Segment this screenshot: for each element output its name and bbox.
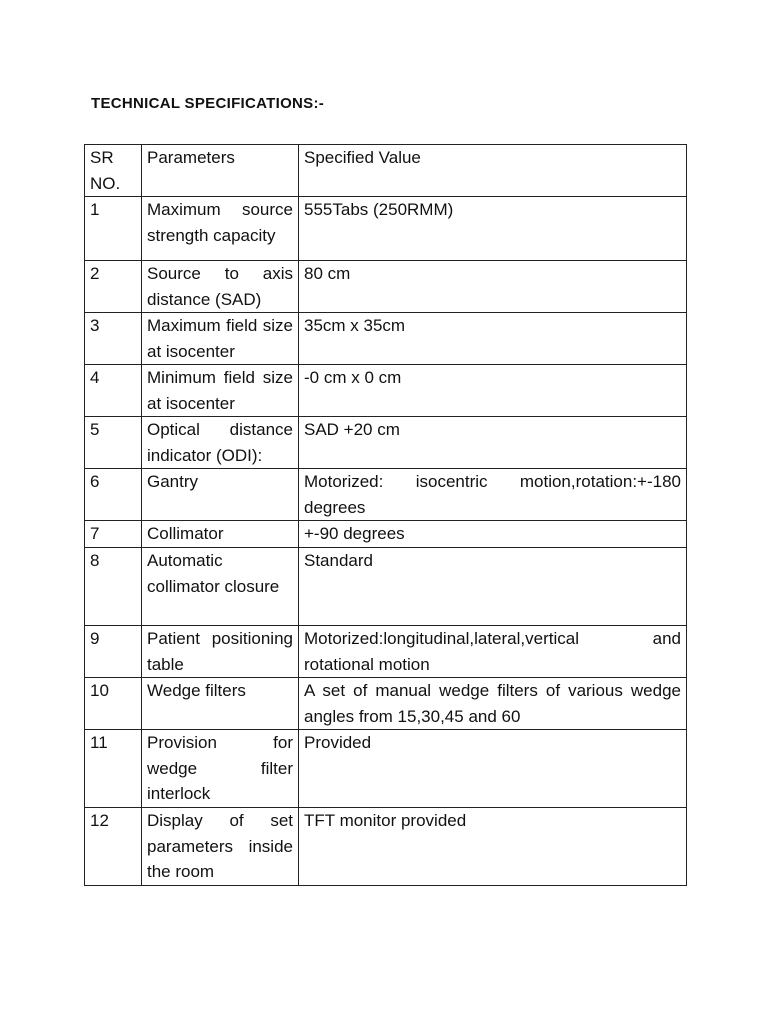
- row-sr: 1: [85, 197, 142, 261]
- row-value: +-90 degrees: [299, 521, 687, 548]
- table-row: [85, 808, 687, 886]
- row-parameter: Optical distance indicator (ODI):: [142, 417, 299, 469]
- table-header-row: [85, 145, 687, 197]
- row-sr: 8: [85, 548, 142, 626]
- table-row: [85, 626, 687, 678]
- table-row: [85, 521, 687, 548]
- row-parameter: Patient positioning table: [142, 626, 299, 678]
- header-specified-value: Specified Value: [299, 145, 687, 197]
- table-row: [85, 417, 687, 469]
- row-sr: 7: [85, 521, 142, 548]
- row-parameter: Provision for wedge filter interlock: [142, 730, 299, 808]
- row-parameter: Gantry: [142, 469, 299, 521]
- row-parameter: Automatic collimator closure: [142, 548, 299, 626]
- row-sr: 10: [85, 678, 142, 730]
- row-parameter: Minimum field size at isocenter: [142, 365, 299, 417]
- table-row: [85, 313, 687, 365]
- row-value: Motorized: isocentric motion,rotation:+-180 degrees: [299, 469, 687, 521]
- row-sr: 3: [85, 313, 142, 365]
- row-sr: 6: [85, 469, 142, 521]
- row-value: Provided: [299, 730, 687, 808]
- row-sr: 11: [85, 730, 142, 808]
- row-sr: 12: [85, 808, 142, 886]
- row-value: Motorized:longitudinal,lateral,vertical and rotational motion: [299, 626, 687, 678]
- table-row: [85, 548, 687, 626]
- table-row: [85, 730, 687, 808]
- header-sr-no: SR NO.: [85, 145, 142, 197]
- header-parameters: Parameters: [142, 145, 299, 197]
- row-value: A set of manual wedge filters of various wedge angles from 15,30,45 and 60: [299, 678, 687, 730]
- row-parameter: Display of set parameters inside the room: [142, 808, 299, 886]
- row-value: -0 cm x 0 cm: [299, 365, 687, 417]
- row-sr: 9: [85, 626, 142, 678]
- row-sr: 2: [85, 261, 142, 313]
- table-row: [85, 469, 687, 521]
- table-row: [85, 261, 687, 313]
- row-parameter: Wedge filters: [142, 678, 299, 730]
- row-sr: 4: [85, 365, 142, 417]
- row-parameter: Collimator: [142, 521, 299, 548]
- row-sr: 5: [85, 417, 142, 469]
- specifications-table: [84, 144, 687, 886]
- table-row: [85, 365, 687, 417]
- table-row: [85, 678, 687, 730]
- table-row: [85, 197, 687, 261]
- row-parameter: Maximum field size at isocenter: [142, 313, 299, 365]
- row-value: 80 cm: [299, 261, 687, 313]
- row-value: SAD +20 cm: [299, 417, 687, 469]
- page-title: TECHNICAL SPECIFICATIONS:-: [91, 95, 325, 112]
- row-parameter: Source to axis distance (SAD): [142, 261, 299, 313]
- row-parameter: Maximum source strength capacity: [142, 197, 299, 261]
- row-value: 35cm x 35cm: [299, 313, 687, 365]
- row-value: TFT monitor provided: [299, 808, 687, 886]
- row-value: 555Tabs (250RMM): [299, 197, 687, 261]
- row-value: Standard: [299, 548, 687, 626]
